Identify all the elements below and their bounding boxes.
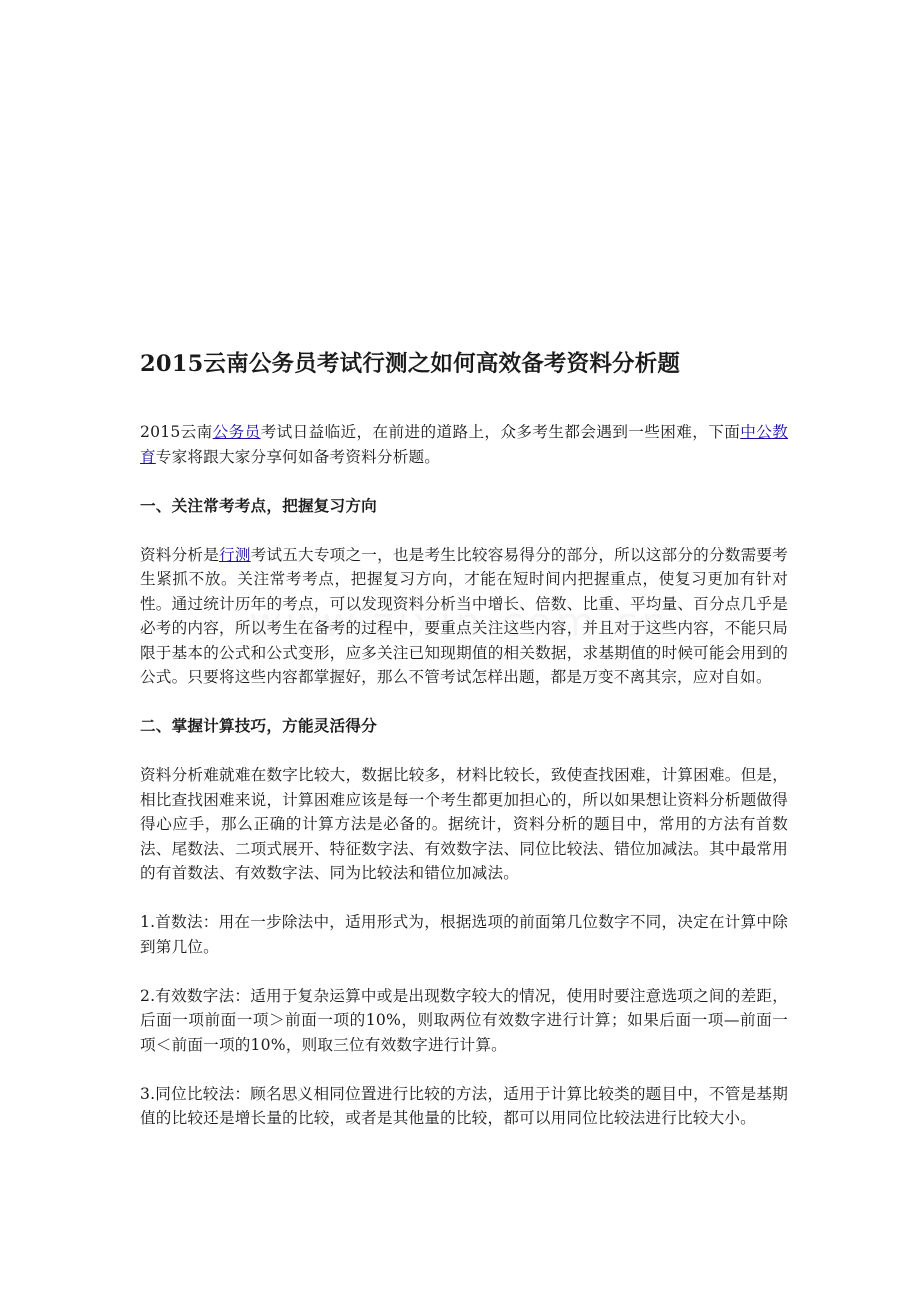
section-1-text-2: 考试五大专项之一，也是考生比较容易得分的部分，所以这部分的分数需要考生紧抓不放。关注常考考点，把握复习方向，才能在短时间内把握重点，使复习更加有针对性。通过统计历年的考点，可以发现资料分析当中增长、倍数、比重、平均量、百分点几乎是必考的内容，所以考生在备考的过程中，要重点关注这些内容，并且对于这些内容，不能只局限于基本的公式和公式变形，应多关注已知现期值的相关数据，求基期值的时候可能会用到的公式。只要将这些内容都掌握好，那么不管考试怎样出题，都是万变不离其宗，应对自如。 bbox=[140, 545, 788, 686]
link-xingce[interactable]: 行测 bbox=[219, 545, 251, 564]
section-1-heading: 一、关注常考考点，把握复习方向 bbox=[140, 495, 377, 515]
list-item: 1.首数法：用在一步除法中，适用形式为，根据选项的前面第几位数字不同，决定在计算中除到第几位。 bbox=[140, 913, 788, 956]
list-item: 3.同位比较法：顾名思义相同位置进行比较的方法，适用于计算比较类的题目中，不管是基期值的比较还是增长量的比较，或者是其他量的比较，都可以用同位比较法进行比较大小。 bbox=[140, 1084, 788, 1127]
section-1-body bbox=[140, 543, 788, 690]
section-2-heading: 二、掌握计算技巧，方能灵活得分 bbox=[140, 716, 377, 735]
list-item: 2.有效数字法：适用于复杂运算中或是出现数字较大的情况，使用时要注意选项之间的差距，后面一项前面一项＞前面一项的10%，则取两位有效数字进行计算；如果后面一项—前面一项＜前面一项的10%，则取三位有效数字进行计算。 bbox=[140, 986, 788, 1054]
article bbox=[140, 346, 788, 1155]
intro-text-1: 2015云南 bbox=[140, 423, 213, 441]
link-civil-servant[interactable]: 公务员 bbox=[212, 423, 261, 441]
link-offcn[interactable]: 中公教育 bbox=[140, 423, 788, 466]
intro-text-2: 考试日益临近，在前进的道路上，众多考生都会遇到一些困难，下面 bbox=[260, 423, 741, 441]
section-2-body: 资料分析难就难在数字比较大，数据比较多，材料比较长，致使查找困难，计算困难。但是，相比查找困难来说，计算困难应该是每一个考生都更加担心的，所以如果想让资料分析题做得得心应手，那么正确的计算方法是必备的。据统计，资料分析的题目中，常用的方法有首数法、尾数法、二项式展开、特征数字法、有效数字法、同位比较法、错位加减法。其中最常用的有首数法、有效数字法、同为比较法和错位加减法。 bbox=[140, 766, 788, 882]
section-1-text-1: 资料分析是 bbox=[140, 545, 220, 564]
intro-text-3: 专家将跟大家分享何如备考资料分析题。 bbox=[155, 447, 441, 466]
page-title: 2015云南公务员考试行测之如何高效备考资料分析题 bbox=[140, 351, 681, 377]
intro-paragraph bbox=[140, 420, 788, 469]
